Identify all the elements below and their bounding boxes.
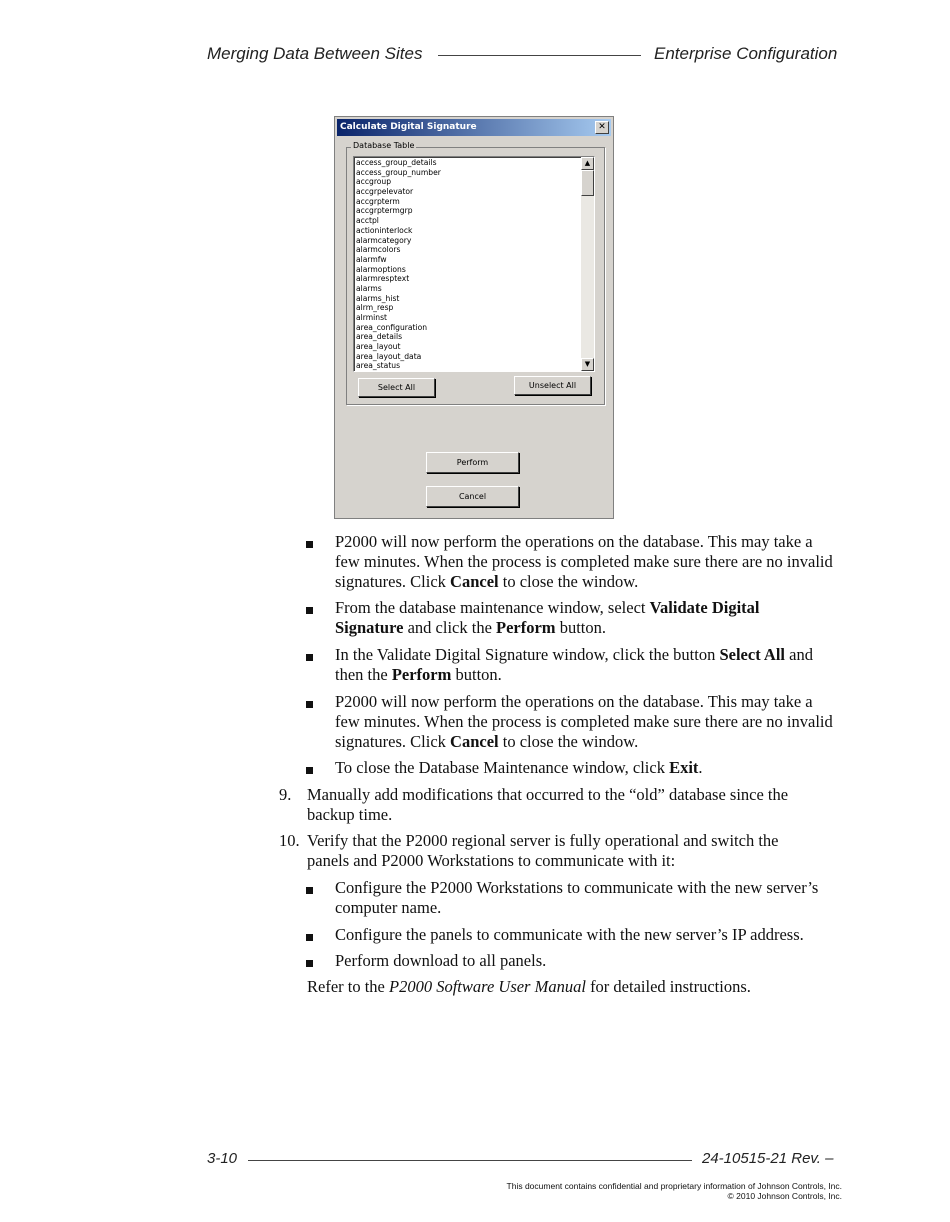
footer-rule	[248, 1160, 692, 1161]
bullet-marker	[306, 934, 313, 941]
group-label: Database Table	[353, 141, 415, 150]
perform-button[interactable]: Perform	[426, 452, 519, 473]
page-number: 3-10	[207, 1150, 238, 1167]
list-item[interactable]: access_group_details	[356, 158, 437, 167]
bullet-perform-operations-2: P2000 will now perform the operations on the database. This may take a few minutes. When the process is completed make sure there are no invalid signatures. Click Cancel to close the window.	[335, 692, 833, 751]
scroll-up-icon[interactable]: ▲	[581, 157, 594, 170]
step-number: 10.	[279, 831, 300, 850]
list-items	[356, 158, 578, 371]
list-item[interactable]: access_group_number	[356, 167, 441, 177]
database-table-group	[346, 141, 605, 405]
confidentiality-notice	[507, 1181, 842, 1201]
step-number: 9.	[279, 785, 292, 804]
header-section-title: Merging Data Between Sites	[207, 44, 423, 63]
bullet-marker	[306, 701, 313, 708]
dialog-title: Calculate Digital Signature	[340, 122, 477, 132]
calculate-digital-signature-dialog	[334, 116, 614, 519]
close-icon[interactable]: ✕	[595, 121, 609, 134]
list-item[interactable]: actioninterlock	[356, 225, 413, 235]
document-number: 24-10515-21 Rev. –	[702, 1150, 834, 1167]
refer-manual-text: Refer to the P2000 Software User Manual for detailed instructions.	[307, 977, 751, 996]
bullet-marker	[306, 541, 313, 548]
bullet-perform-operations-1: P2000 will now perform the operations on the database. This may take a few minutes. When the process is completed make sure there are no invalid signatures. Click Cancel to close the window.	[335, 532, 833, 591]
list-item[interactable]: alrm_resp	[356, 303, 394, 313]
bullet-validate-signature: From the database maintenance window, select Validate Digital Signature and click the Perform button.	[335, 598, 760, 637]
list-item[interactable]: acctpl	[356, 216, 379, 226]
list-item[interactable]: alarmcolors	[356, 245, 401, 255]
header-rule	[438, 55, 641, 56]
list-item[interactable]: alarmfw	[356, 254, 387, 264]
list-item[interactable]: alarmresptext	[356, 274, 410, 284]
bullet-configure-panels: Configure the panels to communicate with the new server’s IP address.	[335, 925, 804, 944]
list-item[interactable]: accgroup	[356, 177, 392, 187]
list-item[interactable]: alrminst	[356, 313, 388, 322]
confidentiality-line: This document contains confidential and proprietary information of Johnson Controls, Inc.	[506, 1181, 842, 1191]
bullet-perform-download: Perform download to all panels.	[335, 951, 547, 970]
database-table-list[interactable]	[353, 156, 595, 372]
step-10-text: Verify that the P2000 regional server is fully operational and switch the panels and P2000 Workstations to communicate with it:	[307, 831, 779, 870]
bullet-marker	[306, 887, 313, 894]
step-9-text: Manually add modifications that occurred to the “old” database since the backup time.	[307, 785, 789, 824]
cancel-button[interactable]: Cancel	[426, 486, 519, 507]
header-chapter-title: Enterprise Configuration	[654, 44, 838, 63]
list-item[interactable]: accgrpterm	[356, 196, 400, 206]
list-item[interactable]: accgrptermgrp	[356, 206, 413, 216]
bullet-marker	[306, 960, 313, 967]
list-item[interactable]: alarmoptions	[356, 264, 406, 274]
dialog-title-bar	[337, 119, 611, 136]
unselect-all-button[interactable]: Unselect All	[514, 376, 591, 395]
list-item[interactable]: alarms	[356, 283, 382, 293]
list-item[interactable]: area_details	[356, 332, 403, 342]
list-scrollbar[interactable]	[581, 157, 594, 371]
scroll-down-icon[interactable]: ▼	[581, 358, 594, 371]
list-item[interactable]: alarms_hist	[356, 293, 400, 303]
copyright-line: © 2010 Johnson Controls, Inc.	[727, 1191, 842, 1201]
bullet-select-all: In the Validate Digital Signature window, click the button Select All and then the Perform button.	[335, 645, 813, 684]
list-item[interactable]: alarmcategory	[356, 235, 412, 245]
list-item[interactable]: area_status	[356, 361, 401, 371]
list-item[interactable]: area_layout_data	[356, 351, 422, 361]
list-item[interactable]: area_configuration	[356, 322, 428, 332]
scroll-thumb[interactable]	[581, 170, 594, 196]
bullet-configure-workstations: Configure the P2000 Workstations to communicate with the new server’s computer name.	[335, 878, 819, 917]
list-item[interactable]: area_layout	[356, 342, 401, 352]
bullet-marker	[306, 654, 313, 661]
bullet-marker	[306, 767, 313, 774]
select-all-button[interactable]: Select All	[358, 378, 435, 397]
bullet-marker	[306, 607, 313, 614]
list-item[interactable]: accgrpelevator	[356, 187, 414, 197]
bullet-exit: To close the Database Maintenance window, click Exit.	[335, 758, 703, 777]
